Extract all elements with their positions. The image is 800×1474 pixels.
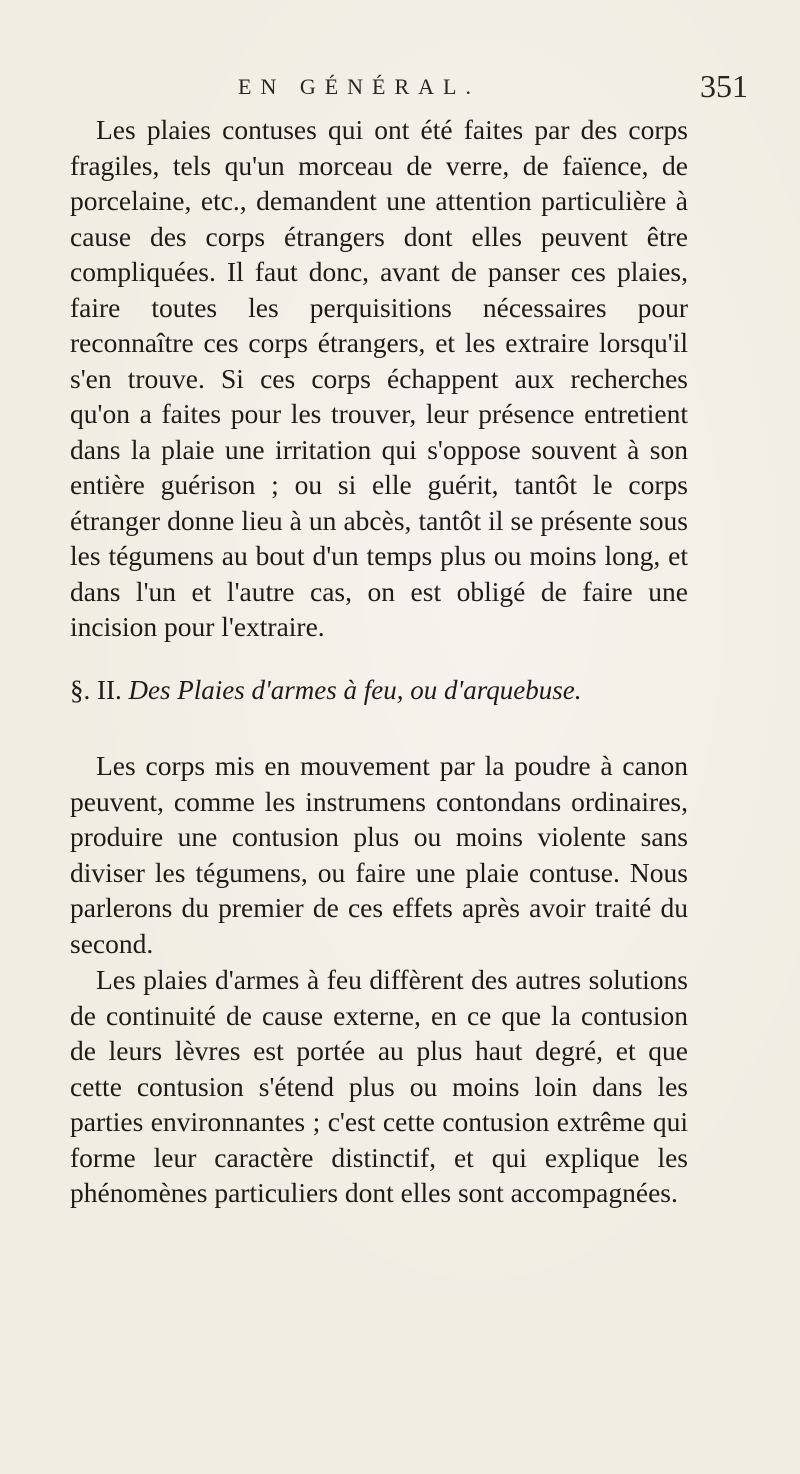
running-head: EN GÉNÉRAL. [238,74,480,99]
paragraph-firearm-wounds: Les plaies d'armes à feu diffèrent des autres solutions de continuité de cause externe, en ce que la contusion de leurs lèvres est portée au plus haut degré, et que cette contusion s'étend plus ou moins loin dans les parties environnantes ; c'est cette contusion extrême qui forme leur caractère distinctif, et qui explique les phénomènes particuliers dont elles sont accompagnées. [70,964,688,1208]
section-heading [70,675,710,706]
body-text-middle [70,748,688,961]
section-title: Des Plaies d'armes à feu, ou d'arquebuse. [128,675,582,705]
body-text-bottom [70,962,688,1211]
body-text-top [70,112,688,645]
section-number: §. II. [70,675,122,705]
paragraph-foreign-bodies: Les plaies contuses qui ont été faites par des corps fragiles, tels qu'un morceau de verre, de faïence, de porcelaine, etc., demandent une attention particulière à cause des corps étrangers dont elles peuvent être compliquées. Il faut donc, avant de panser ces plaies, faire toutes les perquisitions nécessaires pour reconnaître ces corps étrangers, et les extraire lorsqu'il s'en trouve. Si ces corps échappent aux recherches qu'on a faites pour les trouver, leur présence entretient dans la plaie une irritation qui s'oppose souvent à son entière guérison ; ou si elle guérit, tantôt le corps étranger donne lieu à un abcès, tantôt il se présente sous les tégumens au bout d'un temps plus ou moins long, et dans l'un et l'autre cas, on est obligé de faire une incision pour l'extraire. [70,114,688,642]
page-number: 351 [700,68,748,104]
paragraph-gunpowder: Les corps mis en mouvement par la poudre à canon peuvent, comme les instrumens contondans ordinaires, produire une contusion plus ou moins violente sans diviser les tégumens, ou faire une plaie contuse. Nous parlerons du premier de ces effets après avoir traité du second. [70,750,688,959]
page-header [0,68,800,114]
